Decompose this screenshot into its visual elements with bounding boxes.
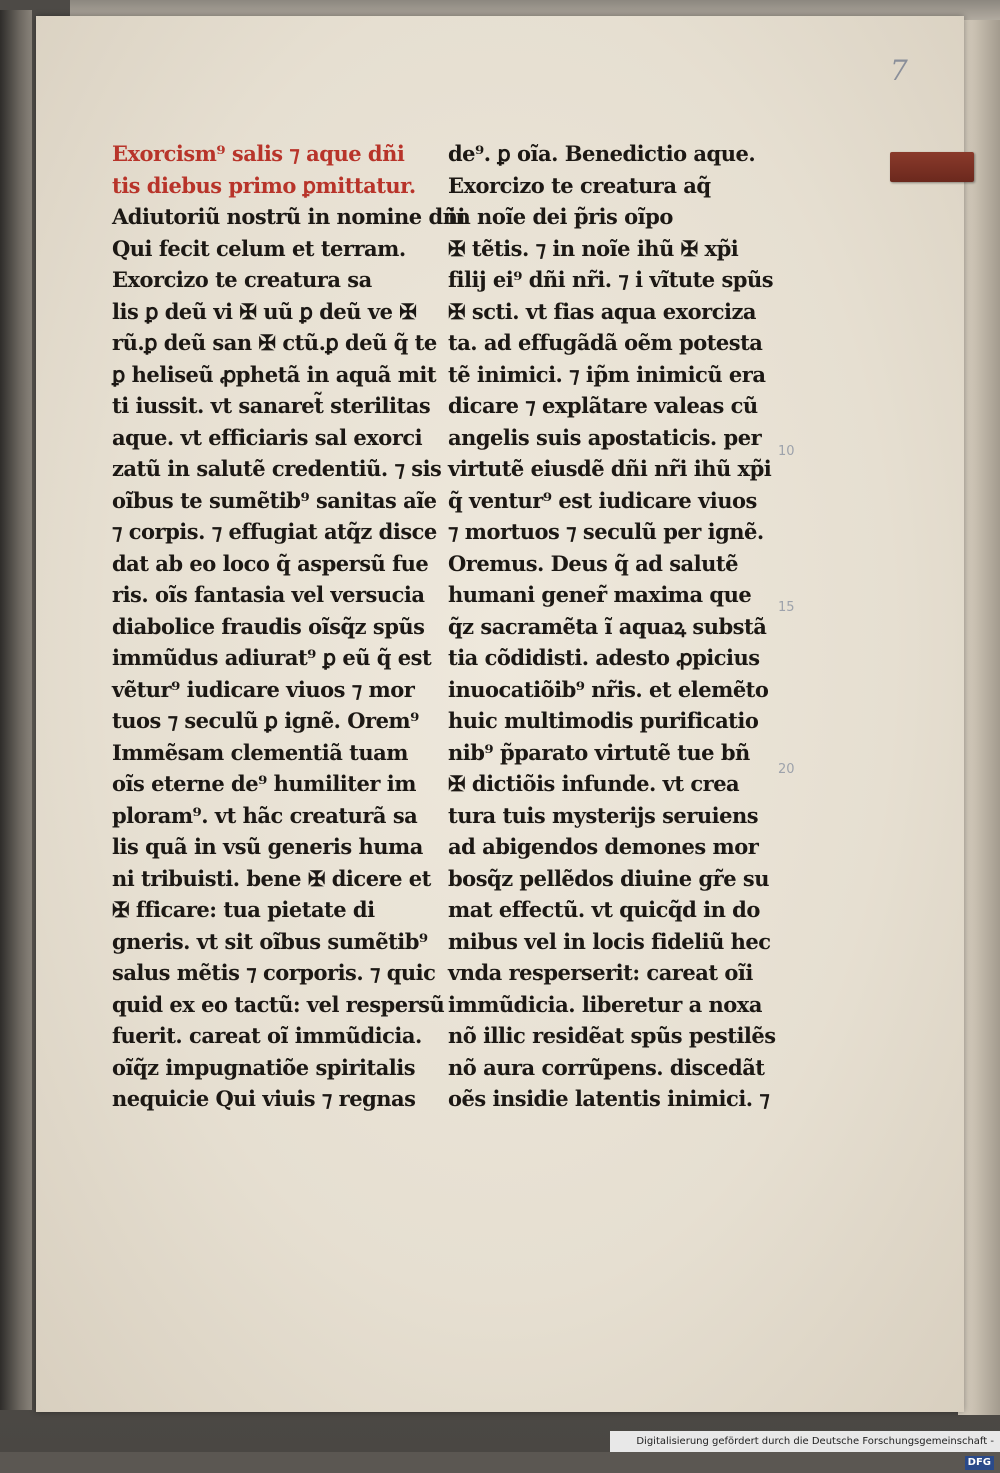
text-line: virtutẽ eiusdẽ dñi nr̃i ihũ xp̃i	[448, 456, 772, 481]
text-line: huic multimodis purificatio	[448, 708, 759, 733]
dfg-logo: DFG	[965, 1456, 994, 1470]
text-line: ꝑ heliseũ ꝓphetã in aquã mit	[112, 361, 437, 387]
text-line: ploram⁹. vt hãc creaturã sa	[112, 802, 418, 828]
text-line: mat effectũ. vt quicq̃d in do	[448, 897, 760, 922]
text-line: lis ꝑ deũ vi ✠ uũ ꝑ deũ ve ✠	[112, 298, 417, 324]
text-line: mibus vel in locis fideliũ hec	[448, 928, 771, 954]
text-line: angelis suis apostaticis. per	[448, 424, 762, 450]
text-line: quid ex eo tactũ: vel respersũ	[112, 991, 445, 1017]
page-stack-edge	[958, 20, 1000, 1415]
text-line: tis diebus primo ꝑmittatur.	[112, 172, 416, 198]
text-line: ad abigendos demones mor	[448, 834, 759, 859]
folio-number: 7	[890, 54, 908, 87]
text-line: Immẽsam clementiã tuam	[112, 739, 408, 765]
text-line: q̃z sacramẽta ĩ aquaꝝ substã	[448, 613, 767, 639]
text-line: dicare ⁊ explãtare valeas cũ	[448, 393, 758, 418]
text-line: oĩs eterne de⁹ humiliter im	[112, 771, 416, 796]
right-text-column	[448, 138, 776, 1115]
text-line: ✠ fficare: tua pietate di	[112, 897, 375, 922]
text-line: in noĩe dei p̃ris oĩpo	[448, 204, 673, 229]
digitization-footer	[610, 1431, 1000, 1468]
text-line: nõ aura corrũpens. discedãt	[448, 1054, 765, 1080]
text-line: filij ei⁹ dñi nr̃i. ⁊ i vĩtute spũs	[448, 267, 774, 292]
text-line: ris. oĩs fantasia vel versucia	[112, 582, 425, 607]
text-line: Qui fecit celum et terram.	[112, 235, 406, 261]
book-spine-edge	[0, 10, 32, 1410]
text-line: ta. ad effugãdã oẽm potesta	[448, 330, 763, 355]
text-line: tuos ⁊ seculũ ꝑ ignẽ. Orem⁹	[112, 708, 419, 733]
text-line: dat ab eo loco q̃ aspersũ fue	[112, 550, 429, 576]
text-line: ✠ tẽtis. ⁊ in noĩe ihũ ✠ xp̃i	[448, 235, 739, 261]
text-line: oĩq̃z impugnatiõe spiritalis	[112, 1054, 416, 1080]
text-line: rũ.ꝑ deũ san ✠ ctũ.ꝑ deũ q̃ te	[112, 330, 437, 355]
text-line: Adiutoriũ nostrũ in nomine dñi	[112, 204, 465, 229]
text-line: ✠ scti. vt fias aqua exorciza	[448, 298, 757, 324]
footer-text: Digitalisierung gefördert durch die Deutsche Forschungsgemeinschaft -	[636, 1436, 994, 1447]
text-line: lis quã in vsũ generis huma	[112, 834, 423, 859]
text-line: de⁹. ꝑ oĩa. Benedictio aque.	[448, 141, 756, 166]
text-line: aque. vt efficiaris sal exorci	[112, 424, 423, 450]
text-line: diabolice fraudis oĩsq̃z spũs	[112, 613, 425, 639]
text-line: oĩbus te sumẽtib⁹ sanitas aĩe	[112, 487, 437, 513]
text-line: tia cõdidisti. adesto ꝓpicius	[448, 645, 760, 670]
margin-note: 20	[778, 762, 795, 777]
text-line: ⁊ corpis. ⁊ effugiat atq̃z disce	[112, 519, 437, 544]
text-line: humani gener̃ maxima que	[448, 582, 752, 607]
margin-note: 15	[778, 600, 795, 615]
left-text-column	[112, 138, 465, 1115]
text-line: immũdicia. liberetur a noxa	[448, 991, 762, 1017]
text-line: Exorcizo te creatura aq̃	[448, 172, 711, 198]
text-line: ni tribuisti. bene ✠ dicere et	[112, 865, 431, 891]
text-line: vnda resperserit: careat oĩi	[448, 960, 753, 985]
text-line: fuerit. careat oĩ immũdicia.	[112, 1023, 422, 1048]
text-line: bosq̃z pellẽdos diuine gr̃e su	[448, 865, 769, 891]
text-line: inuocatiõib⁹ nr̃is. et elemẽto	[448, 676, 769, 702]
margin-note: 10	[778, 444, 795, 459]
text-line: Exorcism⁹ salis ⁊ aque dñi	[112, 141, 405, 166]
bookmark-ribbon	[890, 152, 974, 182]
text-line: tẽ inimici. ⁊ ip̃m inimicũ era	[448, 361, 766, 387]
text-line: nõ illic residẽat spũs pestilẽs	[448, 1023, 776, 1048]
text-line: ti iussit. vt sanaret̃ sterilitas	[112, 393, 431, 418]
text-line: nequicie Qui viuis ⁊ regnas	[112, 1086, 416, 1111]
text-line: zatũ in salutẽ credentiũ. ⁊ sis	[112, 456, 442, 481]
text-line: oẽs insidie latentis inimici. ⁊	[448, 1086, 770, 1111]
text-line: immũdus adiurat⁹ ꝑ eũ q̃ est	[112, 645, 432, 670]
text-line: salus mẽtis ⁊ corporis. ⁊ quic	[112, 960, 436, 985]
text-line: ⁊ mortuos ⁊ seculũ per ignẽ.	[448, 519, 764, 544]
text-line: Oremus. Deus q̃ ad salutẽ	[448, 550, 738, 576]
text-line: nib⁹ p̃parato virtutẽ tue bñ	[448, 739, 750, 765]
text-line: Exorcizo te creatura sa	[112, 267, 372, 292]
text-line: gneris. vt sit oĩbus sumẽtib⁹	[112, 928, 428, 954]
text-line: vẽtur⁹ iudicare viuos ⁊ mor	[112, 676, 415, 702]
text-line: tura tuis mysterijs seruiens	[448, 802, 759, 828]
text-line: ✠ dictiõis infunde. vt crea	[448, 771, 740, 796]
text-line: q̃ ventur⁹ est iudicare viuos	[448, 487, 757, 513]
